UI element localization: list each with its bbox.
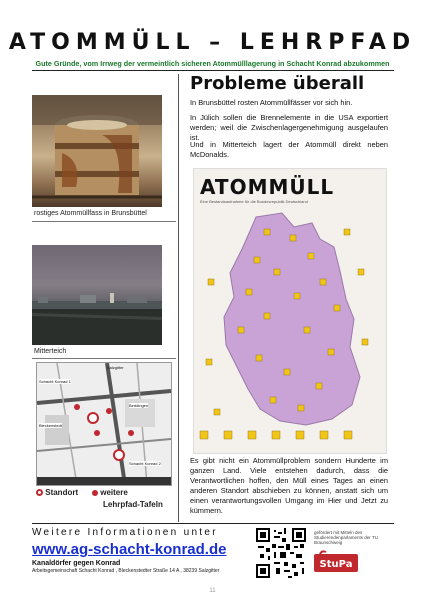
paragraph: Und in Mitterteich lagert der Atommüll direkt neben McDonalds. bbox=[190, 140, 388, 159]
poster-title: ATOMMÜLL bbox=[200, 175, 335, 199]
map-label: Bleckenstedt bbox=[39, 423, 62, 428]
organization-name: Kanaldörfer gegen Konrad bbox=[32, 560, 121, 567]
legend-tafeln: weitere bbox=[92, 488, 128, 497]
standort-marker-icon bbox=[36, 489, 43, 496]
legend-standort: Standort bbox=[36, 488, 78, 497]
legend-tafeln-line2: Lehrpfad-Tafeln bbox=[103, 500, 163, 509]
top-divider bbox=[32, 70, 394, 71]
left-separator bbox=[32, 358, 176, 359]
section-heading: Probleme überall bbox=[190, 73, 365, 94]
map-label: Salzgitter bbox=[107, 365, 124, 370]
map-label: Beddingen bbox=[129, 403, 149, 408]
tafel-marker-icon bbox=[92, 490, 98, 496]
location-map bbox=[36, 362, 172, 486]
photo-caption: Mitterteich bbox=[34, 348, 67, 355]
address-text: Arbeitsgemeinschaft Schacht Konrad , Bleckenstedter Straße 14 A , 38239 Salzgitter bbox=[32, 568, 220, 574]
left-separator bbox=[32, 221, 176, 222]
website-link[interactable]: www.ag-schacht-konrad.de bbox=[32, 541, 227, 558]
stupa-logo bbox=[314, 550, 358, 576]
paragraph: Es gibt nicht ein Atommüllproblem sondern Hunderte im ganzen Land. Viele entstehen dadurch, dass die Verantwortlichen hoffen, den Müll eines Tages an einen anderen Standort abschieben zu können, anstatt sich um einen verantwortungsvollen Umgang im Hier und Jetzt zu kümmern. bbox=[190, 456, 388, 515]
paragraph: In Brunsbüttel rosten Atommüllfässer vor sich hin. bbox=[190, 98, 353, 107]
page-subtitle: Gute Gründe, vom Irrweg der vermeintlich sicheren Atommülllagerung in Schacht Konrad abzukommen bbox=[35, 59, 390, 68]
rusty-barrel-photo bbox=[32, 95, 162, 207]
mitterteich-photo bbox=[32, 245, 162, 345]
photo-caption: rostiges Atommüllfass in Brunsbüttel bbox=[34, 210, 147, 217]
map-label: Schacht Konrad 2 bbox=[129, 461, 161, 466]
stupa-logo-text: StuPa bbox=[319, 559, 353, 570]
atommuell-poster bbox=[193, 168, 387, 454]
bottom-divider bbox=[32, 523, 394, 524]
funding-note: gefördert mit Mitteln des Studierendenparlaments der TU Braunschweig bbox=[314, 530, 378, 546]
page-number: 11 bbox=[209, 588, 216, 594]
page-title: ATOMMÜLL – LEHRPFAD bbox=[8, 30, 417, 55]
more-info-label: Weitere Informationen unter bbox=[32, 527, 218, 538]
map-label: Schacht Konrad 1 bbox=[39, 379, 71, 384]
column-divider bbox=[178, 74, 179, 522]
poster-subtitle: Eine Bestandsaufnahme für die Bundesrepublik Deutschland bbox=[200, 199, 308, 204]
paragraph: In Jülich sollen die Brennelemente in die USA exportiert werden; weil die Zwischenlagergenehmigung ausgelaufen ist. bbox=[190, 113, 388, 142]
qr-code-icon[interactable] bbox=[256, 528, 306, 578]
